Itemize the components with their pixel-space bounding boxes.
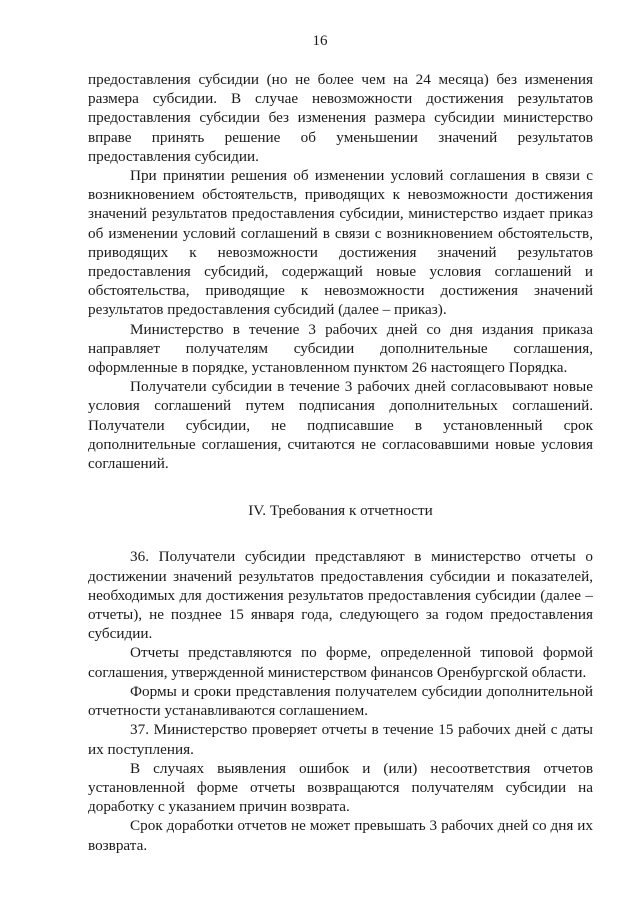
section-iii-continuation — [88, 70, 593, 473]
section-heading: IV. Требования к отчетности — [248, 502, 433, 520]
section-iv-body — [88, 547, 593, 854]
document-body — [88, 70, 593, 855]
paragraph: Министерство в течение 3 рабочих дней со дня издания приказа направляет получателям субсидии дополнительные соглашения, оформленные в порядке, установленном пунктом 26 настоящего Порядка. — [88, 320, 593, 377]
paragraph: Срок доработки отчетов не может превышать 3 рабочих дней со дня их возврата. — [88, 817, 593, 854]
paragraph: Формы и сроки представления получателем субсидии дополнительной отчетности устанавливаются соглашением. — [88, 682, 593, 720]
paragraph: Получатели субсидии в течение 3 рабочих дней согласовывают новые условия соглашений путем подписания дополнительных соглашений. Получатели субсидии, не подписавшие в установленный срок дополнительные соглашения, считаются не согласовавшими новые условия соглашений. — [88, 378, 593, 473]
paragraph: В случаях выявления ошибок и (или) несоответствия отчетов установленной форме отчеты возвращаются получателям субсидии на доработку с указанием причин возврата. — [88, 759, 593, 816]
paragraph: 37. Министерство проверяет отчеты в течение 15 рабочих дней с даты их поступления. — [88, 721, 593, 758]
paragraph: При принятии решения об изменении условий соглашения в связи с возникновением обстоятельств, приводящих к невозможности достижения значений результатов предоставления субсидии, министерство издает приказ об изменении условий соглашений в связи с возникновением обстоятельств, приводящих к невозможности достижения значений результатов предоставления субсидий, содержащий новые условия соглашений и обстоятельства, приводящие к невозможности достижения значений результатов предоставления субсидий (далее – приказ). — [88, 167, 593, 319]
paragraph: предоставления субсидии (но не более чем на 24 месяца) без изменения размера субсидии. В случае невозможности достижения результатов предоставления субсидии без изменения размера субсидии министерство вправе принять решение об уменьшении значений результатов предоставления субсидии. — [88, 71, 593, 165]
paragraph: 36. Получатели субсидии представляют в министерство отчеты о достижении значений результатов предоставления субсидии и показателей, необходимых для достижения результатов предоставления субсидии (далее – отчеты), не позднее 15 января года, следующего за годом предоставления субсидии. — [88, 548, 593, 643]
page-number: 16 — [312, 33, 328, 49]
paragraph: Отчеты представляются по форме, определенной типовой формой соглашения, утвержденной министерством финансов Оренбургской области. — [88, 644, 593, 681]
